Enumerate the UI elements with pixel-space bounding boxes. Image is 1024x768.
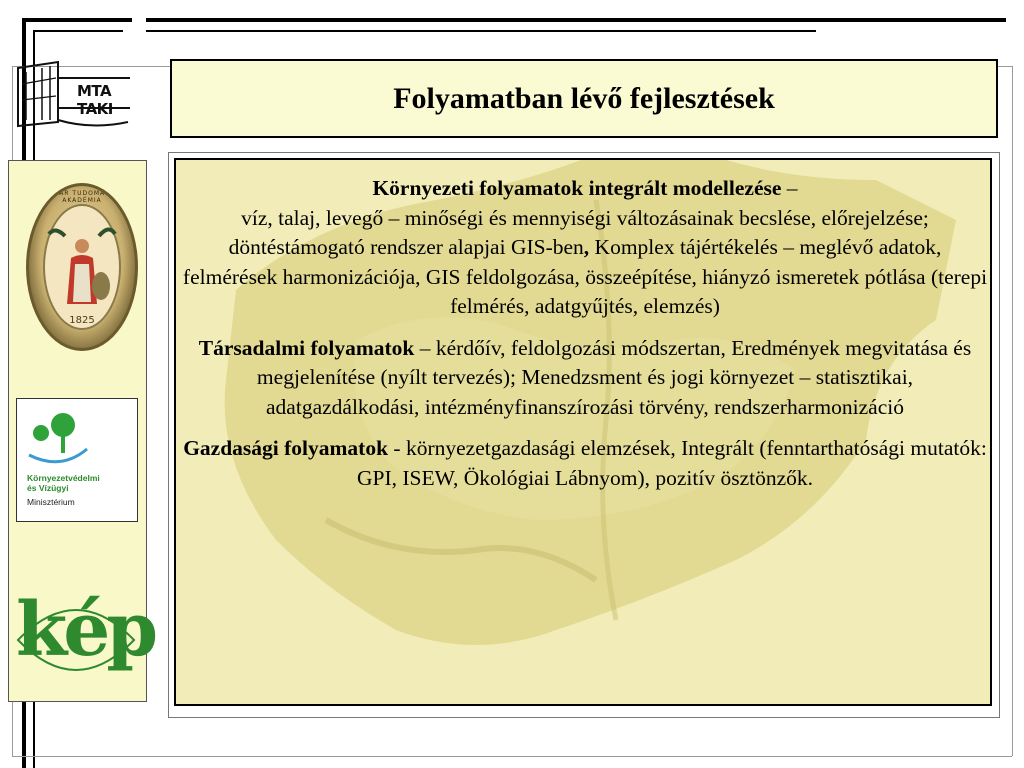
kep-logo xyxy=(16,585,155,695)
frame-line-grey-bottom xyxy=(12,756,1012,757)
frame-line-grey-right xyxy=(1012,66,1013,756)
mta-taki-label: MTA TAKI xyxy=(77,82,113,118)
paragraph-social xyxy=(182,334,988,423)
paragraph-body-rest: Komplex tájértékelés – meglévő adatok, felmérések harmonizációja, GIS feldolgozása, összeépítése, hiányzó ismeretek pótlása (terepi felmérés, adatgyűjtés, elemzés) xyxy=(182,235,988,318)
ministry-name xyxy=(27,473,100,493)
ministry-type: Minisztérium xyxy=(27,497,75,507)
ministry-name-line1: Környezetvédelmi xyxy=(27,473,100,483)
ministry-name-line2: és Vízügyi xyxy=(27,483,69,493)
paragraph-body: – kérdőív, feldolgozási módszertan, Eredmények megvitatása és megjelenítése (nyílt tervezés); Menedzsment és jogi környezet – statisztikai, adatgazdálkodási, intézményfinanszírozási törvény, rendszerharmonizáció xyxy=(256,335,972,419)
paragraph-body: víz, talaj, levegő – minőségi és mennyiségi változásainak becslése, előrejelzése; döntéstámogató rendszer alapjai GIS-ben xyxy=(228,205,929,259)
ministry-trees-icon xyxy=(27,409,97,471)
slide-title: Folyamatban lévő fejlesztések xyxy=(393,81,775,115)
content-box xyxy=(174,158,992,706)
title-box xyxy=(170,59,998,138)
paragraph-separator: – xyxy=(781,176,798,200)
slide-body xyxy=(182,174,988,505)
paragraph-body: - környezetgazdasági elemzések, Integrált (fenntarthatósági mutatók: GPI, ISEW, Ökológiai Lábnyom), pozitív ösztönzők. xyxy=(356,436,987,490)
academy-seal-year: 1825 xyxy=(69,315,95,326)
frame-line-top-2 xyxy=(33,30,123,32)
paragraph-heading: Társadalmi folyamatok xyxy=(198,335,415,360)
academy-seal-text: MAGYAR TUDOMÁNYOS AKADÉMIA xyxy=(38,190,126,204)
kep-logo-text: kép xyxy=(16,587,155,673)
frame-line-top-4 xyxy=(146,30,816,32)
paragraph-heading: Gazdasági folyamatok xyxy=(183,436,389,460)
academy-seal-logo xyxy=(26,183,138,351)
paragraph-comma: , xyxy=(583,235,590,259)
paragraph-environment xyxy=(182,174,988,322)
ministry-logo xyxy=(16,398,138,522)
frame-line-top-1 xyxy=(22,18,132,22)
academy-seal-figure xyxy=(43,204,121,330)
frame-line-top-3 xyxy=(146,18,1006,22)
paragraph-heading: Környezeti folyamatok integrált modellezése xyxy=(372,176,782,200)
pallas-athena-icon xyxy=(45,206,119,328)
mta-taki-logo xyxy=(12,60,130,130)
paragraph-economic xyxy=(182,434,988,493)
